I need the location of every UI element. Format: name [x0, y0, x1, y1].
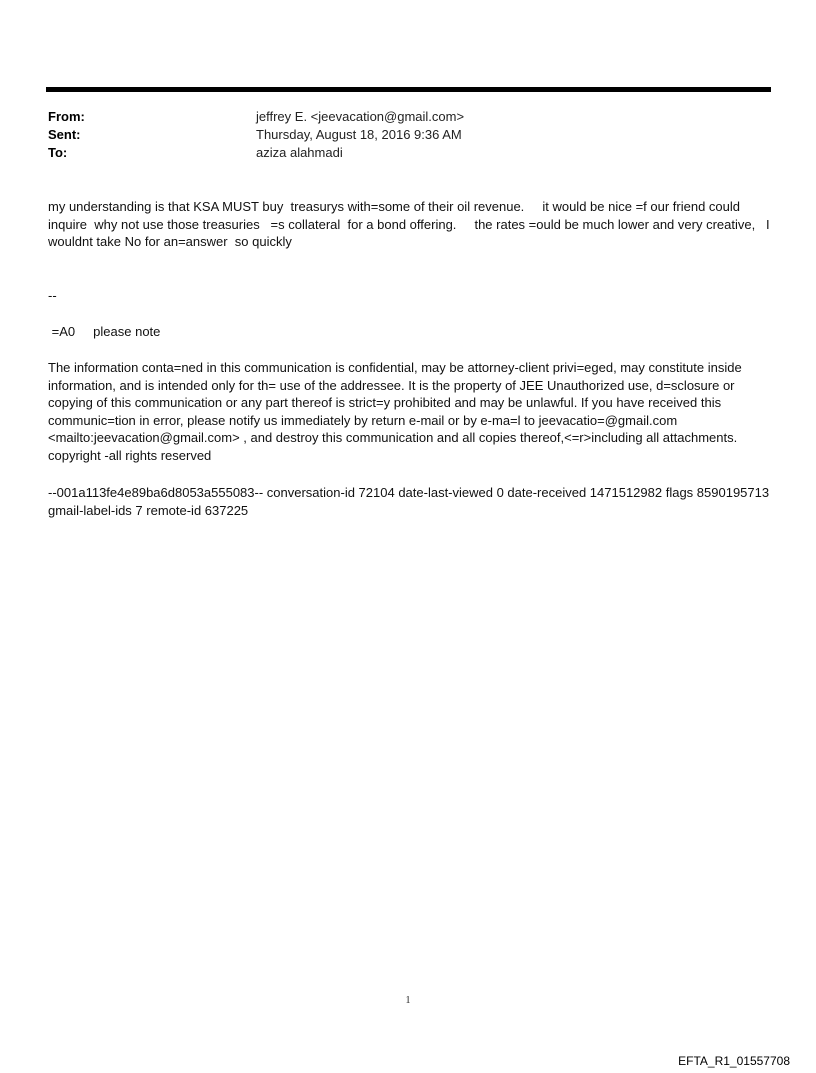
sent-value: Thursday, August 18, 2016 9:36 AM — [256, 127, 462, 142]
to-row — [48, 144, 768, 162]
to-value: aziza alahmadi — [256, 145, 343, 160]
from-value: jeffrey E. <jeevacation@gmail.com> — [256, 109, 465, 124]
sent-label: Sent: — [48, 127, 81, 142]
confidentiality-disclaimer: The information conta=ned in this communication is confidential, may be attorney-client privi=eged, may constitute inside information, and is intended only for th= use of the addressee. It is the property of JEE Unauthorized use, d=sclosure or copying of this communication or any part thereof is strict=y prohibited and may be unlawful. If you have received this communic=tion in error, please notify us immediately by return e-mail or by e-ma=l to jeevacatio=@gmail.com <mailto:jeevacation@gmail.com> , and destroy this communication and all copies thereof,<=r>including all attachments. copyright -all rights reserved — [48, 360, 746, 463]
bates-stamp: EFTA_R1_01557708 — [678, 1054, 790, 1068]
email-header — [48, 108, 768, 162]
please-note-line: =A0 please note — [48, 324, 161, 339]
page-number: 1 — [405, 995, 411, 1006]
from-label: From: — [48, 109, 85, 124]
to-label: To: — [48, 145, 68, 160]
signature-separator: -- — [48, 288, 57, 303]
from-row — [48, 108, 768, 126]
message-metadata: --001a113fe4e89ba6d8053a555083-- conversation-id 72104 date-last-viewed 0 date-received 1471512982 flags 8590195713 gmail-label-ids 7 remote-id 637225 — [48, 485, 773, 518]
message-body-paragraph: my understanding is that KSA MUST buy treasurys with=some of their oil revenue. it would be nice =f our friend could inquire why not use those treasuries =s collateral for a bond offering. the rates =ould be much lower and very creative, I wouldnt take No for an=answer so quickly — [48, 199, 774, 250]
sent-row — [48, 126, 768, 144]
header-divider-rule — [46, 87, 771, 92]
